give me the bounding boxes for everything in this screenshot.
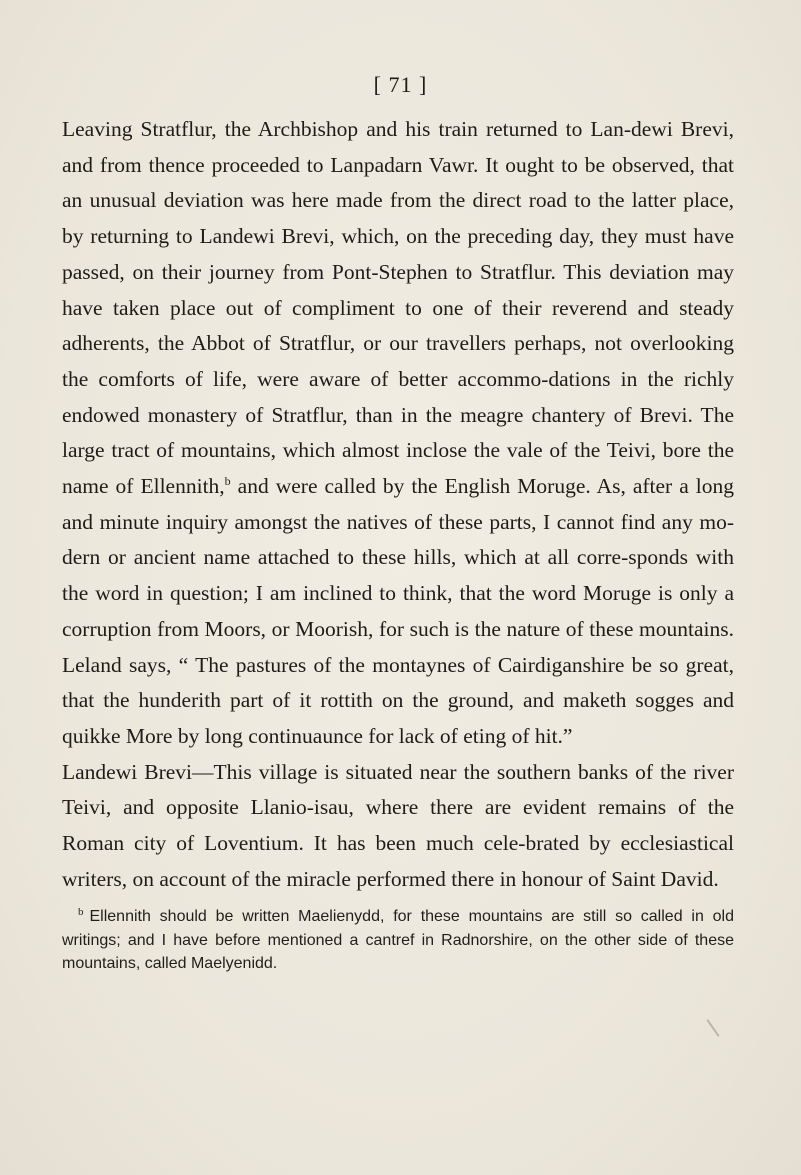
main-text [62, 112, 734, 897]
page-number: [ 71 ] [373, 72, 428, 97]
footnote-reference: b [224, 473, 231, 488]
paragraph-1 [62, 112, 734, 755]
paragraph-1-text-continued: and were called by the English Moruge. As, after a long and minute inquiry amongst the natives of these parts, I cannot find any mo-dern or ancient name attached to these hills, which at all corre-sponds with the word in question; I am inclined to think, that the word Moruge is only a corruption from Moors, or Moorish, for such is the nature of these mountains. Leland says, “ The pastures of the montaynes of Cairdiganshire be so great, that the hunderith part of it rottith on the ground, and maketh sogges and quikke More by long continuaunce for lack of eting of hit.” [62, 474, 734, 748]
paragraph-1-text: Leaving Stratflur, the Archbishop and his train returned to Lan-dewi Brevi, and from thence proceeded to Lanpadarn Vawr. It ought to be observed, that an unusual deviation was here made from the direct road to the latter place, by returning to Landewi Brevi, which, on the preceding day, they must have passed, on their journey from Pont-Stephen to Stratflur. This deviation may have taken place out of compliment to one of their reverend and steady adherents, the Abbot of Stratflur, or our travellers perhaps, not overlooking the comforts of life, were aware of better accommo-dations in the richly endowed monastery of Stratflur, than in the meagre chantery of Brevi. The large tract of mountains, which almost inclose the vale of the Teivi, bore the name of Ellennith, [62, 117, 734, 499]
footnote: b Ellennith should be written Maelienydd, for these mountains are still so called in old writings; and I have before mentioned a cantref in Radnorshire, on the other side of these mountains, called Maelyenidd. [62, 905, 734, 972]
paragraph-2: Landewi Brevi—This village is situated near the southern banks of the river Teivi, and opposite Llanio-isau, where there are evident remains of the Roman city of Loventium. It has been much cele-brated by ecclesiastical writers, on account of the miracle performed there in honour of Saint David. [62, 759, 734, 891]
paper-blemish [706, 1019, 719, 1037]
footnote-text: Ellennith should be written Maelienydd, for these mountains are still so called in old writings; and I have before mentioned a cantref in Radnorshire, on the other side of these mountains, called Maelyenidd. [62, 908, 734, 972]
